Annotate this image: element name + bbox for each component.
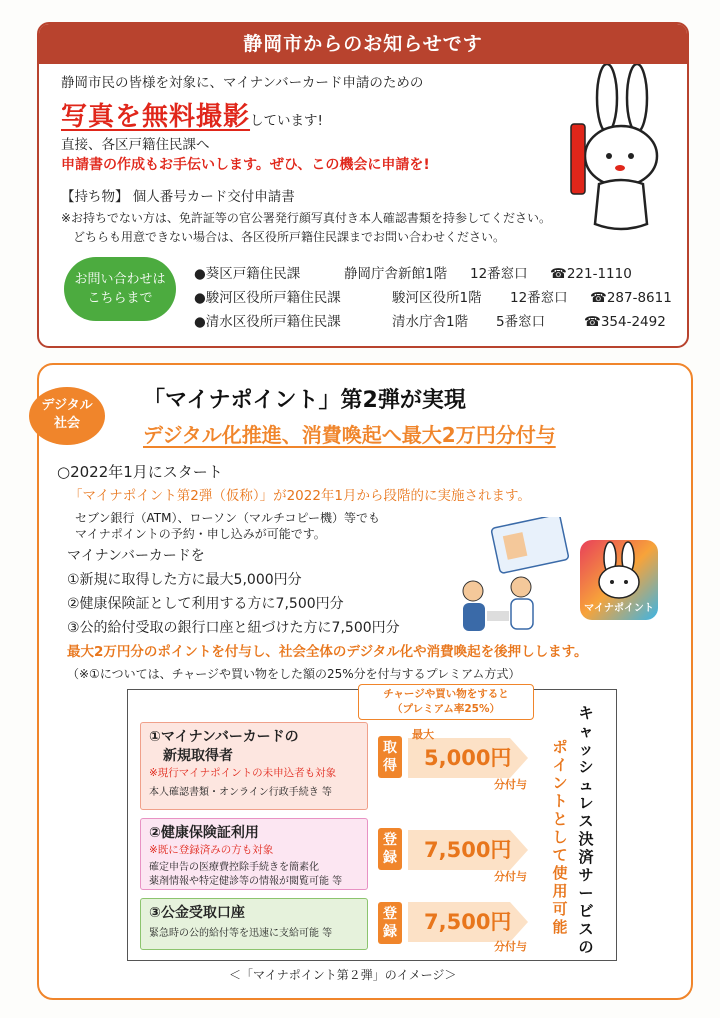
office-row: ●清水区役所戸籍住民課 清水庁舎1階 5番窓口 ☎354-2492 [194,314,666,330]
unit-row3: 分付与 [494,940,527,953]
item-1: ①新規に取得した方に最大5,000円分 [67,572,302,588]
service-illustration [459,517,569,637]
badge-acquire: 取得 [378,736,402,778]
amount-row3: 7,500円 [424,910,512,934]
amount-row1: 5,000円 [424,746,512,770]
notice-headline: 写真を無料撮影 [61,102,251,132]
vertical-text-usable: ポイントとして使用可能 [552,738,568,936]
premium-note: （※①については、チャージや買い物をした額の25%分を付与するプレミアム方式） [67,667,521,681]
item-3: ③公的給付受取の銀行口座と紐づけた方に7,500円分 [67,620,400,636]
diagram-card-health-insurance: ②健康保険証利用 ※既に登録済みの方も対象 確定申告の医療費控除手続きを簡素化 薬剤情報や特定健診等の情報が閲覧可能 等 [140,818,368,890]
notice-belongings: 【持ち物】 個人番号カード交付申請書 [61,189,295,205]
lead-text: 「マイナポイント第2弾（仮称）」が2022年1月から段階的に実施されます。 [69,488,531,504]
digital-society-tag: デジタル 社会 [29,387,105,445]
diagram-card-public-account: ③公金受取口座 緊急時の公的給付等を迅速に支給可能 等 [140,898,368,950]
mascot-rabbit-icon [580,540,658,600]
notice-note2: どちらも用意できない場合は、各区役所戸籍住民課までお問い合わせください。 [73,230,506,244]
max-label: 最大 [412,728,434,741]
diagram-card-new-acquisition: ①マイナンバーカードの 新規取得者 ※現行マイナポイントの未申込者も対象 本人確認書類・オンライン行政手続き 等 [140,722,368,810]
mynapoint-title: 「マイナポイント」第2弾が実現 [143,388,466,413]
premium-label: チャージや買い物をすると （プレミアム率25%） [358,684,534,720]
notice-panel [37,22,689,348]
summary-text: 最大2万円分のポイントを付与し、社会全体のデジタル化や消費喚起を後押しします。 [67,644,588,660]
unit-row2: 分付与 [494,870,527,883]
badge-register-account: 登録 [378,902,402,944]
diagram-caption: ＜「マイナポイント第２弾」のイメージ＞ [229,968,457,982]
mynapoint-panel [37,363,693,1000]
badge-register-health: 登録 [378,828,402,870]
contact-badge [64,257,176,321]
notice-header: 静岡市からのお知らせです [39,24,687,64]
notice-line3: 直接、各区戸籍住民課へ [61,137,210,153]
notice-note1: ※お持ちでない方は、免許証等の官公署発行顔写真付き本人確認書類を持参してください。 [61,211,551,225]
vertical-text-cashless: キャッシュレス決済サービスの [578,704,594,956]
contact-badge-line2: こちらまで [87,291,153,306]
amount-row2: 7,500円 [424,838,512,862]
notice-line4: 申請書の作成もお手伝いします。ぜひ、この機会に申請を! [61,157,430,173]
logo-text: マイナポイント [584,603,654,614]
mynapoint-subtitle: デジタル化推進、消費喚起へ最大2万円分付与 [143,423,556,447]
notice-headline-row [61,96,323,133]
contact-badge-line1: お問い合わせは [74,272,166,287]
card-intro: マイナンバーカードを [67,548,205,564]
unit-row1: 分付与 [494,778,527,791]
start-heading: ○2022年1月にスタート [57,463,223,481]
mascot-rabbit-illustration [559,64,679,244]
item-2: ②健康保険証として利用する方に7,500円分 [67,596,344,612]
notice-headline-suffix: しています! [250,113,323,129]
mynapoint-diagram [127,689,617,961]
office-row: ●葵区戸籍住民課 静岡庁舎新館1階 12番窓口 ☎221-1110 [194,266,632,282]
office-row: ●駿河区役所戸籍住民課 駿河区役所1階 12番窓口 ☎287-8611 [194,290,672,306]
small-line1: セブン銀行（ATM）、ローソン（マルチコピー機）等でも [75,511,381,525]
notice-line1: 静岡市民の皆様を対象に、マイナンバーカード申請のための [61,75,424,91]
small-line2: マイナポイントの予約・申し込みが可能です。 [75,527,326,541]
office-list [194,262,672,334]
mynapoint-logo [580,540,658,620]
